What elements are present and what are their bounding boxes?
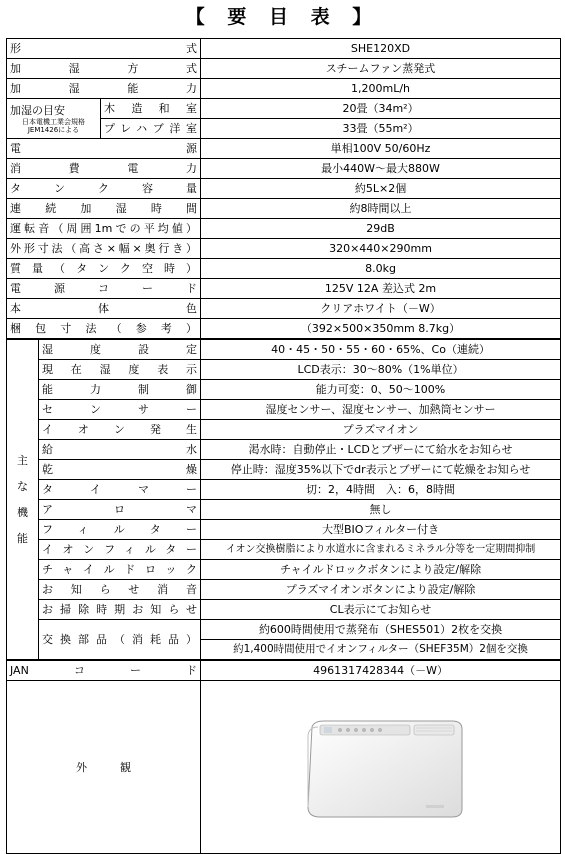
feature-row [7, 339, 561, 360]
feature-value: プラズマイオン [201, 420, 561, 440]
jan-label: JANコード [7, 660, 201, 681]
feature-row [7, 520, 561, 540]
feature-row [7, 480, 561, 500]
humidifier-image [294, 717, 468, 817]
parts-value-2: 約1,400時間使用でイオンフィルター（SHEF35M）2個を交換 [201, 640, 561, 661]
feature-value: 切：2，4時間 入：6，8時間 [201, 480, 561, 500]
spec-label: 消費電力 [7, 159, 201, 179]
feature-label: お掃除時期お知らせ [39, 600, 201, 620]
spec-value: 1,200mL/h [201, 79, 561, 99]
spec-value: 8.0kg [201, 259, 561, 279]
feature-label: 給水 [39, 440, 201, 460]
appearance-label: 外 観 [7, 681, 201, 854]
spec-value: 29dB [201, 219, 561, 239]
spec-row [7, 39, 561, 59]
feature-row [7, 380, 561, 400]
page-title: 【 要 目 表 】 [185, 6, 380, 28]
room-label-cell [7, 99, 101, 139]
feature-value: プラズマイオンボタンにより設定/解除 [201, 580, 561, 600]
features-group-cell [7, 339, 39, 660]
appearance-image-cell [201, 681, 561, 854]
feature-label: フィルター [39, 520, 201, 540]
feature-label: 乾燥 [39, 460, 201, 480]
room-row [7, 99, 561, 119]
parts-row [7, 620, 561, 640]
spec-row [7, 79, 561, 99]
room-note: 日本電機工業会規格 JEM1426による [22, 118, 85, 134]
spec-label: 外形寸法（高さ×幅×奥行き） [7, 239, 201, 259]
spec-value: 125V 12A 差込式 2m [201, 279, 561, 299]
spec-label: 運転音（周囲1mでの平均値） [7, 219, 201, 239]
parts-label: 交換部品（消耗品） [39, 620, 201, 661]
spec-label: 連続加湿時間 [7, 199, 201, 219]
feature-label: アロマ [39, 500, 201, 520]
room-prefab-label: プレハブ洋室 [101, 119, 201, 139]
spec-label: 梱包寸法（参考） [7, 319, 201, 340]
spec-label: 電源 [7, 139, 201, 159]
feature-value: 湿度センサー、湿度センサー、加熱筒センサー [201, 400, 561, 420]
spec-row [7, 259, 561, 279]
spec-label: 電源コード [7, 279, 201, 299]
feature-label: 現在湿度表示 [39, 360, 201, 380]
spec-value: 約5L×2個 [201, 179, 561, 199]
feature-value: 停止時：湿度35%以下でdr表示とブザーにて乾燥をお知らせ [201, 460, 561, 480]
feature-value: イオン交換樹脂により水道水に含まれるミネラル分等を一定期間抑制 [201, 540, 561, 560]
spec-row [7, 139, 561, 159]
spec-row [7, 219, 561, 239]
feature-value: チャイルドロックボタンにより設定/解除 [201, 560, 561, 580]
jan-value: 4961317428344（－W） [201, 660, 561, 681]
room-label: 加湿の目安 [10, 104, 65, 117]
spec-row [7, 59, 561, 79]
spec-row [7, 319, 561, 340]
spec-row [7, 279, 561, 299]
feature-label: センサー [39, 400, 201, 420]
feature-row [7, 400, 561, 420]
parts-value-1: 約600時間使用で蒸発布（SHES501）2枚を交換 [201, 620, 561, 640]
spec-row [7, 299, 561, 319]
feature-row [7, 580, 561, 600]
spec-value: 最小440W～最大880W [201, 159, 561, 179]
spec-label: 加湿方式 [7, 59, 201, 79]
room-prefab-value: 33畳（55m²） [201, 119, 561, 139]
features-group-label: 主な機能 [17, 453, 28, 545]
spec-value: クリアホワイト（－W） [201, 299, 561, 319]
spec-label: 形式 [7, 39, 201, 59]
spec-label: 加湿能力 [7, 79, 201, 99]
spec-value: 320×440×290mm [201, 239, 561, 259]
appearance-row [7, 681, 561, 854]
feature-label: イオンフィルター [39, 540, 201, 560]
spec-value: 約8時間以上 [201, 199, 561, 219]
room-wood-value: 20畳（34m²） [201, 99, 561, 119]
feature-value: LCD表示：30～80%（1%単位） [201, 360, 561, 380]
feature-row [7, 500, 561, 520]
spec-value: SHE120XD [201, 39, 561, 59]
feature-row [7, 600, 561, 620]
feature-row [7, 460, 561, 480]
feature-label: チャイルドロック [39, 560, 201, 580]
spec-row [7, 199, 561, 219]
spec-row [7, 179, 561, 199]
spec-row [7, 239, 561, 259]
feature-row [7, 360, 561, 380]
feature-row [7, 420, 561, 440]
feature-value: 能力可変：0、50～100% [201, 380, 561, 400]
feature-row [7, 540, 561, 560]
spec-table [6, 38, 561, 854]
jan-row [7, 660, 561, 681]
spec-value: スチームファン蒸発式 [201, 59, 561, 79]
feature-value: CL表示にてお知らせ [201, 600, 561, 620]
spec-label: 本体色 [7, 299, 201, 319]
feature-value: 無し [201, 500, 561, 520]
feature-value: 渇水時：自動停止・LCDとブザーにて給水をお知らせ [201, 440, 561, 460]
feature-label: お知らせ消音 [39, 580, 201, 600]
feature-label: 湿度設定 [39, 339, 201, 360]
spec-row [7, 159, 561, 179]
room-wood-label: 木造和室 [101, 99, 201, 119]
spec-value: （392×500×350mm 8.7kg） [201, 319, 561, 340]
feature-label: イオン発生 [39, 420, 201, 440]
feature-row [7, 440, 561, 460]
spec-label: 質量（タンク空時） [7, 259, 201, 279]
spec-label: タンク容量 [7, 179, 201, 199]
feature-label: タイマー [39, 480, 201, 500]
feature-label: 能力制御 [39, 380, 201, 400]
feature-value: 40・45・50・55・60・65%、Co（連続） [201, 339, 561, 360]
feature-value: 大型BIOフィルター付き [201, 520, 561, 540]
feature-row [7, 560, 561, 580]
spec-value: 単相100V 50/60Hz [201, 139, 561, 159]
